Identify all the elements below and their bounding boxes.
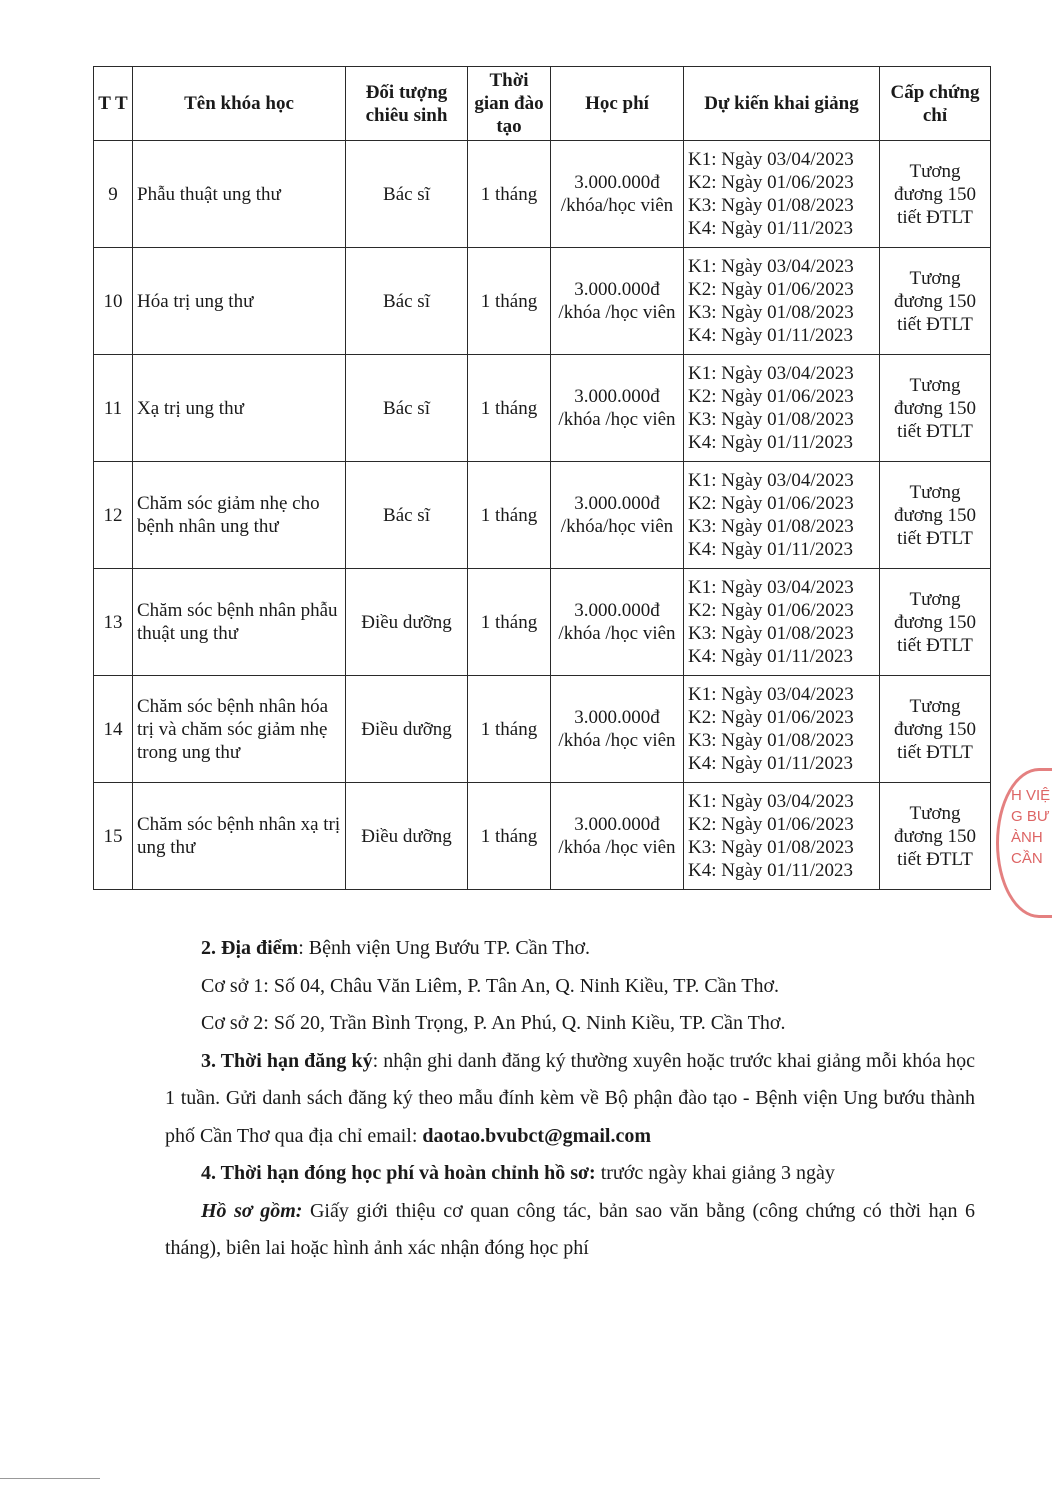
cert-line-3: tiết ĐTLT <box>897 741 973 763</box>
schedule-k2: K2: Ngày 01/06/2023 <box>688 814 854 835</box>
row-fee <box>551 569 684 676</box>
schedule-k2: K2: Ngày 01/06/2023 <box>688 707 854 728</box>
header-target: Đối tượng chiêu sinh <box>346 67 468 141</box>
cert-line-3: tiết ĐTLT <box>897 634 973 656</box>
row-duration: 1 tháng <box>468 569 551 676</box>
schedule-k3: K3: Ngày 01/08/2023 <box>688 302 854 323</box>
cert-line-2: đương 150 <box>893 504 977 526</box>
schedule-k1: K1: Ngày 03/04/2023 <box>688 149 854 170</box>
schedule-k2: K2: Ngày 01/06/2023 <box>688 386 854 407</box>
dossier-text: Giấy giới thiệu cơ quan công tác, bản sao văn bằng (công chứng có thời hạn 6 tháng), biên lai hoặc hình ảnh xác nhận đóng học phí <box>165 1199 976 1259</box>
schedule-k4: K4: Ngày 01/11/2023 <box>688 646 854 667</box>
row-target: Bác sĩ <box>346 248 468 355</box>
cert-line-3: tiết ĐTLT <box>897 527 973 549</box>
fee-unit: /khóa /học viên <box>558 623 676 644</box>
row-cert <box>880 355 991 462</box>
fee-unit: /khóa /học viên <box>558 730 676 751</box>
row-course-name: Xạ trị ung thư <box>133 355 346 462</box>
row-schedule <box>684 676 880 783</box>
row-duration: 1 tháng <box>468 676 551 783</box>
red-seal-stamp <box>996 768 1052 918</box>
email-address[interactable]: daotao.bvubct@gmail.com <box>422 1124 651 1147</box>
row-target: Bác sĩ <box>346 355 468 462</box>
row-duration: 1 tháng <box>468 248 551 355</box>
cert-line-3: tiết ĐTLT <box>897 848 973 870</box>
fee-amount: 3.000.000đ <box>574 172 660 193</box>
cert-line-1: Tương <box>909 588 961 610</box>
row-course-name: Chăm sóc bệnh nhân xạ trị ung thư <box>133 783 346 890</box>
row-duration: 1 tháng <box>468 462 551 569</box>
schedule-k2: K2: Ngày 01/06/2023 <box>688 279 854 300</box>
row-duration: 1 tháng <box>468 141 551 248</box>
payment-label: 4. Thời hạn đóng học phí và hoàn chỉnh hồ sơ: <box>201 1162 596 1184</box>
notes-section <box>165 930 975 1268</box>
cert-line-3: tiết ĐTLT <box>897 420 973 442</box>
table-row <box>94 676 991 783</box>
campus-2: Cơ sở 2: Số 20, Trần Bình Trọng, P. An Phú, Q. Ninh Kiều, TP. Cần Thơ. <box>201 1012 786 1034</box>
row-stt: 9 <box>94 141 133 248</box>
row-stt: 14 <box>94 676 133 783</box>
header-course-name: Tên khóa học <box>133 67 346 141</box>
row-stt: 10 <box>94 248 133 355</box>
schedule-k3: K3: Ngày 01/08/2023 <box>688 837 854 858</box>
stamp-line-2: G BƯ <box>1011 808 1050 825</box>
row-cert <box>880 676 991 783</box>
table-row <box>94 783 991 890</box>
row-duration: 1 tháng <box>468 355 551 462</box>
header-duration: Thời gian đào tạo <box>468 67 551 141</box>
cert-line-3: tiết ĐTLT <box>897 313 973 335</box>
row-fee <box>551 676 684 783</box>
schedule-k4: K4: Ngày 01/11/2023 <box>688 325 854 346</box>
header-fee: Học phí <box>551 67 684 141</box>
location-text: : Bệnh viện Ung Bướu TP. Cần Thơ. <box>298 937 591 959</box>
table-row <box>94 462 991 569</box>
table-row <box>94 141 991 248</box>
fee-amount: 3.000.000đ <box>574 279 660 300</box>
header-schedule: Dự kiến khai giảng <box>684 67 880 141</box>
row-target: Điều dưỡng <box>346 676 468 783</box>
row-course-name: Chăm sóc bệnh nhân phẫu thuật ung thư <box>133 569 346 676</box>
row-cert <box>880 783 991 890</box>
row-schedule <box>684 462 880 569</box>
cert-line-1: Tương <box>909 802 961 824</box>
fee-unit: /khóa/học viên <box>560 516 674 537</box>
location-line <box>165 930 975 968</box>
cert-line-3: tiết ĐTLT <box>897 206 973 228</box>
table-header-row <box>94 67 991 141</box>
row-stt: 13 <box>94 569 133 676</box>
row-course-name: Phẫu thuật ung thư <box>133 141 346 248</box>
stamp-line-4: CẦN <box>1011 850 1043 867</box>
cert-line-2: đương 150 <box>893 611 977 633</box>
schedule-k3: K3: Ngày 01/08/2023 <box>688 195 854 216</box>
row-cert <box>880 462 991 569</box>
deadline-text: : nhận ghi danh đăng ký thường xuyên hoặc trước khai giảng mỗi khóa học 1 tuần. Gửi danh sách đăng ký theo mẫu đính kèm về Bộ phận đào tạo - Bệnh viện Ung bướu thành phố Cần Thơ qua địa chỉ email: <box>165 1049 975 1147</box>
dossier-paragraph <box>165 1193 975 1268</box>
table-row <box>94 248 991 355</box>
stamp-line-3: ÀNH <box>1011 829 1043 846</box>
row-target: Bác sĩ <box>346 141 468 248</box>
fee-unit: /khóa /học viên <box>558 302 676 323</box>
schedule-k4: K4: Ngày 01/11/2023 <box>688 753 854 774</box>
cert-line-2: đương 150 <box>893 718 977 740</box>
dossier-label: Hồ sơ gồm: <box>201 1199 303 1222</box>
stamp-line-1: H VIỆ <box>1011 787 1051 804</box>
schedule-k1: K1: Ngày 03/04/2023 <box>688 256 854 277</box>
schedule-k2: K2: Ngày 01/06/2023 <box>688 493 854 514</box>
row-fee <box>551 462 684 569</box>
course-table <box>93 66 991 890</box>
schedule-k4: K4: Ngày 01/11/2023 <box>688 860 854 881</box>
row-cert <box>880 569 991 676</box>
fee-unit: /khóa /học viên <box>558 409 676 430</box>
fee-amount: 3.000.000đ <box>574 386 660 407</box>
cert-line-1: Tương <box>909 374 961 396</box>
schedule-k1: K1: Ngày 03/04/2023 <box>688 470 854 491</box>
row-schedule <box>684 569 880 676</box>
row-target: Điều dưỡng <box>346 569 468 676</box>
row-target: Điều dưỡng <box>346 783 468 890</box>
row-cert <box>880 248 991 355</box>
schedule-k4: K4: Ngày 01/11/2023 <box>688 218 854 239</box>
row-schedule <box>684 783 880 890</box>
schedule-k3: K3: Ngày 01/08/2023 <box>688 623 854 644</box>
schedule-k1: K1: Ngày 03/04/2023 <box>688 363 854 384</box>
cert-line-2: đương 150 <box>893 397 977 419</box>
row-stt: 11 <box>94 355 133 462</box>
fee-unit: /khóa/học viên <box>560 195 674 216</box>
row-schedule <box>684 355 880 462</box>
schedule-k2: K2: Ngày 01/06/2023 <box>688 600 854 621</box>
fee-unit: /khóa /học viên <box>558 837 676 858</box>
header-cert: Cấp chứng chỉ <box>880 67 991 141</box>
row-course-name: Chăm sóc bệnh nhân hóa trị và chăm sóc giảm nhẹ trong ung thư <box>133 676 346 783</box>
row-stt: 12 <box>94 462 133 569</box>
row-course-name: Chăm sóc giảm nhẹ cho bệnh nhân ung thư <box>133 462 346 569</box>
deadline-label: 3. Thời hạn đăng ký <box>201 1049 373 1072</box>
schedule-k3: K3: Ngày 01/08/2023 <box>688 730 854 751</box>
fee-amount: 3.000.000đ <box>574 600 660 621</box>
table-row <box>94 355 991 462</box>
row-schedule <box>684 141 880 248</box>
cert-line-1: Tương <box>909 695 961 717</box>
cert-line-2: đương 150 <box>893 290 977 312</box>
cert-line-2: đương 150 <box>893 183 977 205</box>
table-row <box>94 569 991 676</box>
schedule-k1: K1: Ngày 03/04/2023 <box>688 684 854 705</box>
schedule-k3: K3: Ngày 01/08/2023 <box>688 409 854 430</box>
cert-line-2: đương 150 <box>893 825 977 847</box>
schedule-k1: K1: Ngày 03/04/2023 <box>688 791 854 812</box>
fee-amount: 3.000.000đ <box>574 493 660 514</box>
row-fee <box>551 141 684 248</box>
header-stt: T T <box>94 67 133 141</box>
row-fee <box>551 355 684 462</box>
row-cert <box>880 141 991 248</box>
fee-amount: 3.000.000đ <box>574 707 660 728</box>
schedule-k3: K3: Ngày 01/08/2023 <box>688 516 854 537</box>
schedule-k1: K1: Ngày 03/04/2023 <box>688 577 854 598</box>
schedule-k4: K4: Ngày 01/11/2023 <box>688 432 854 453</box>
payment-line <box>165 1155 975 1193</box>
row-target: Bác sĩ <box>346 462 468 569</box>
cert-line-1: Tương <box>909 267 961 289</box>
campus-1: Cơ sở 1: Số 04, Châu Văn Liêm, P. Tân An, Q. Ninh Kiều, TP. Cần Thơ. <box>201 974 780 997</box>
schedule-k4: K4: Ngày 01/11/2023 <box>688 539 854 560</box>
deadline-paragraph <box>165 1043 975 1156</box>
cert-line-1: Tương <box>909 481 961 503</box>
row-schedule <box>684 248 880 355</box>
cert-line-1: Tương <box>909 160 961 182</box>
fee-amount: 3.000.000đ <box>574 814 660 835</box>
row-fee <box>551 248 684 355</box>
payment-text: trước ngày khai giảng 3 ngày <box>595 1162 835 1184</box>
schedule-k2: K2: Ngày 01/06/2023 <box>688 172 854 193</box>
row-course-name: Hóa trị ung thư <box>133 248 346 355</box>
row-stt: 15 <box>94 783 133 890</box>
bottom-divider <box>0 1478 100 1479</box>
location-label: 2. Địa điểm <box>201 937 299 959</box>
row-duration: 1 tháng <box>468 783 551 890</box>
row-fee <box>551 783 684 890</box>
